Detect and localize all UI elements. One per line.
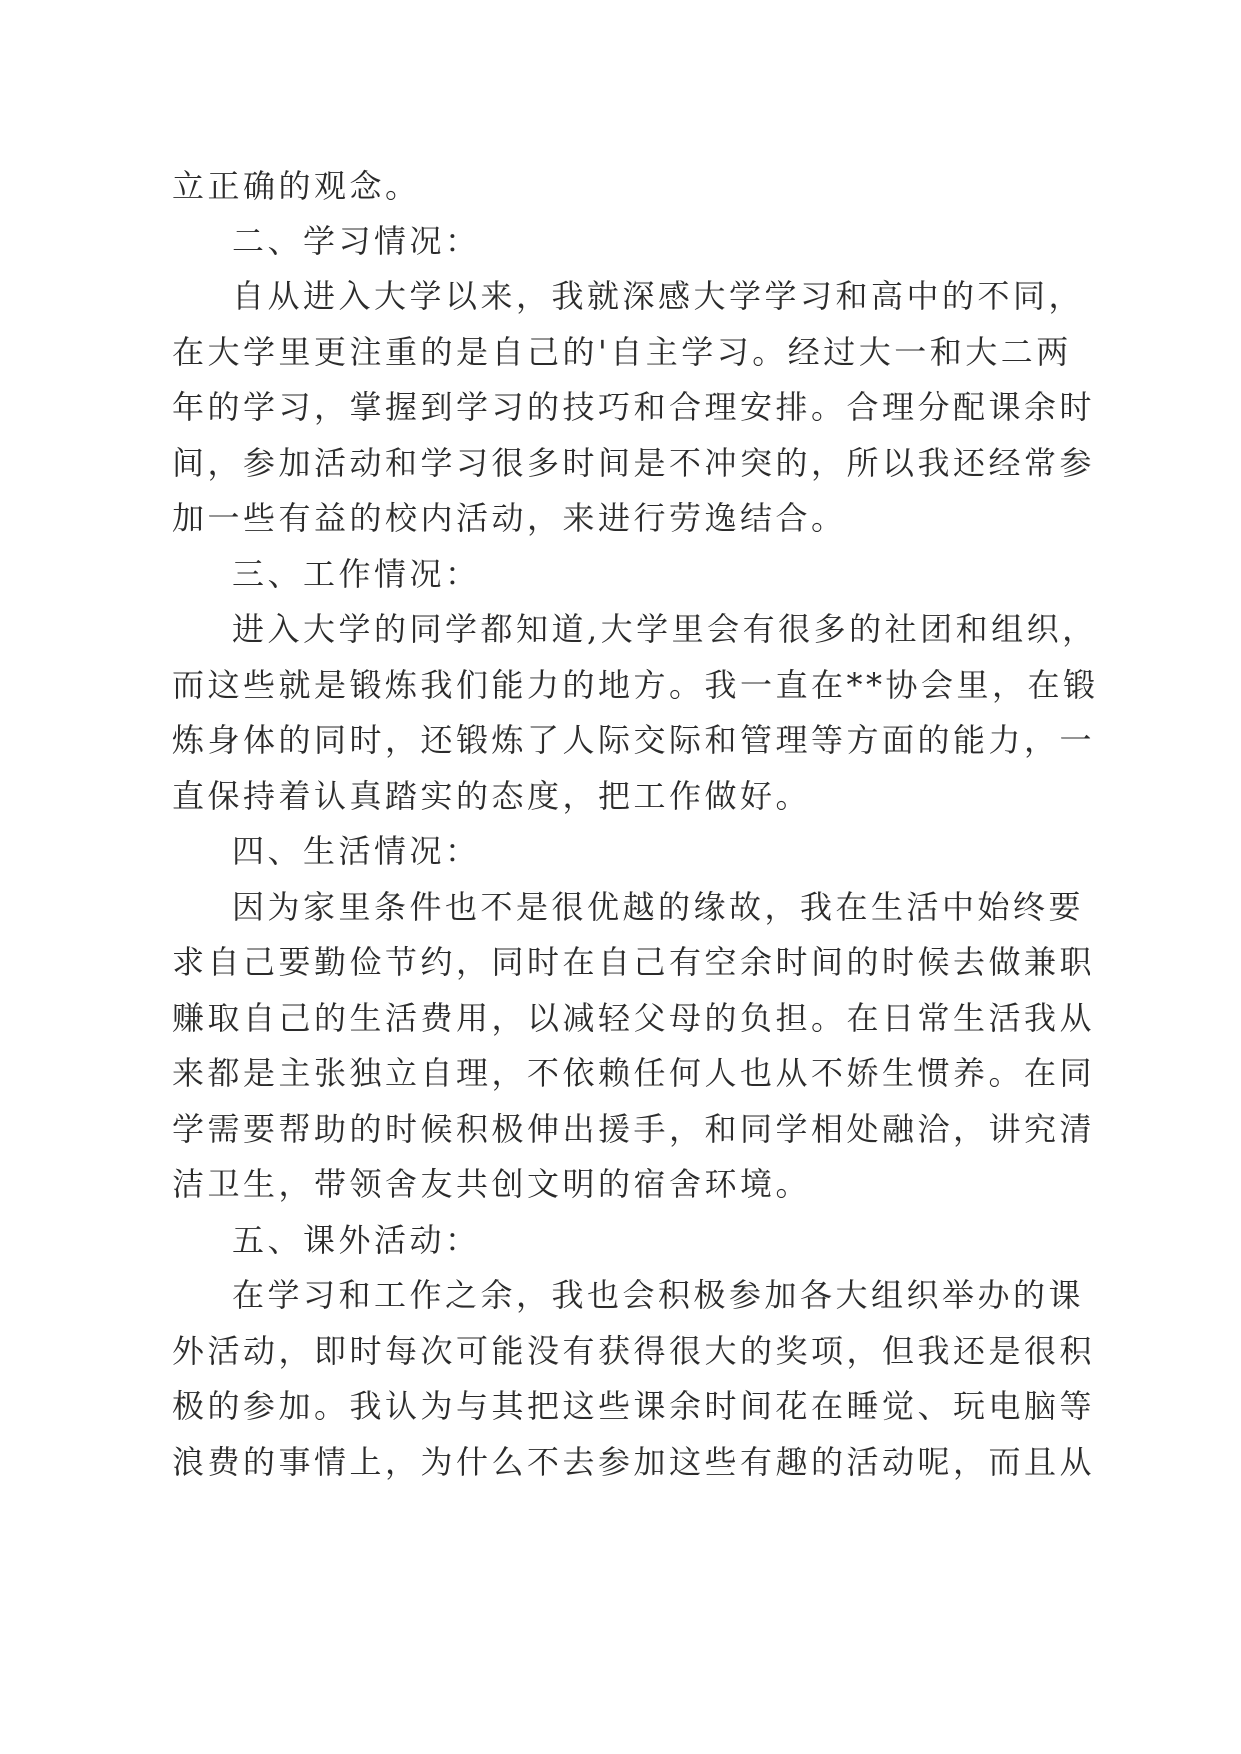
- text-line: 年的学习，掌握到学习的技巧和合理安排。合理分配课余时: [172, 388, 1096, 426]
- text-line: 自从进入大学以来，我就深感大学学习和高中的不同，: [232, 277, 1085, 315]
- text-line: 炼身体的同时，还锻炼了人际交际和管理等方面的能力，一: [172, 721, 1096, 759]
- text-line: 加一些有益的校内活动，来进行劳逸结合。: [172, 499, 847, 537]
- text-line: 外活动，即时每次可能没有获得很大的奖项，但我还是很积: [172, 1332, 1096, 1370]
- text-line: 学需要帮助的时候积极伸出援手，和同学相处融洽，讲究清: [172, 1110, 1096, 1148]
- text-line: 直保持着认真踏实的态度，把工作做好。: [172, 777, 812, 815]
- section-heading-study: 二、学习情况：: [232, 222, 481, 260]
- section-heading-life: 四、生活情况：: [232, 832, 481, 870]
- text-line: 间，参加活动和学习很多时间是不冲突的，所以我还经常参: [172, 444, 1096, 482]
- text-line: 在学习和工作之余，我也会积极参加各大组织举办的课: [232, 1276, 1085, 1314]
- section-heading-work: 三、工作情况：: [232, 555, 481, 593]
- text-line: 洁卫生，带领舍友共创文明的宿舍环境。: [172, 1165, 812, 1203]
- text-line: 而这些就是锻炼我们能力的地方。我一直在**协会里，在锻: [172, 666, 1099, 704]
- section-heading-activities: 五、课外活动：: [232, 1221, 481, 1259]
- text-line: 因为家里条件也不是很优越的缘故，我在生活中始终要: [232, 888, 1085, 926]
- text-line: 赚取自己的生活费用，以减轻父母的负担。在日常生活我从: [172, 999, 1096, 1037]
- text-line: 进入大学的同学都知道,大学里会有很多的社团和组织，: [232, 610, 1098, 648]
- text-line: 来都是主张独立自理，不依赖任何人也从不娇生惯养。在同: [172, 1054, 1096, 1092]
- text-line: 求自己要勤俭节约，同时在自己有空余时间的时候去做兼职: [172, 943, 1096, 981]
- text-line: 在大学里更注重的是自己的'自主学习。经过大一和大二两: [172, 333, 1072, 371]
- text-line: 立正确的观念。: [172, 167, 421, 205]
- text-line: 极的参加。我认为与其把这些课余时间花在睡觉、玩电脑等: [172, 1387, 1096, 1425]
- text-line: 浪费的事情上，为什么不去参加这些有趣的活动呢，而且从: [172, 1443, 1096, 1481]
